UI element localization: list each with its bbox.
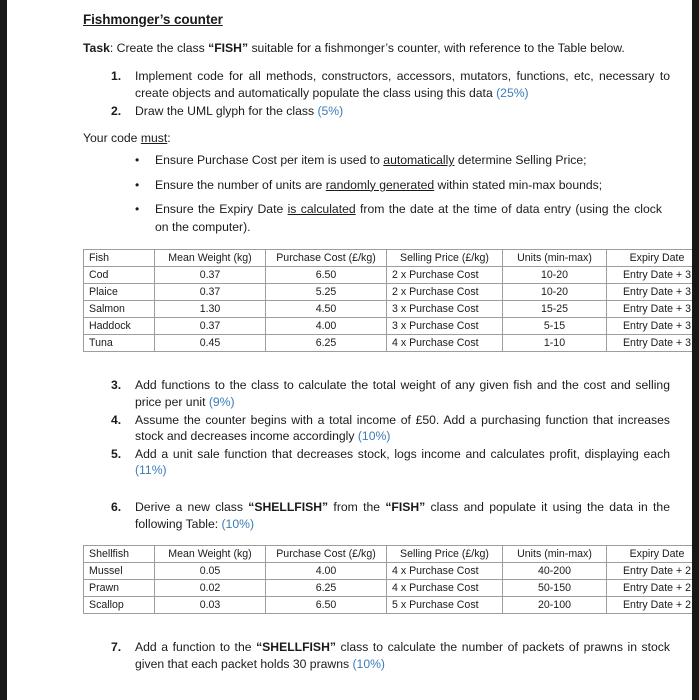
cell-selling-price: 4 x Purchase Cost [387, 563, 503, 580]
column-header: Units (min-max) [503, 546, 607, 563]
list-item [79, 152, 670, 170]
table-row [84, 284, 699, 301]
list-item-percent: (9%) [208, 394, 235, 409]
cell-selling-price: 3 x Purchase Cost [387, 301, 503, 318]
list-item-percent: (5%) [317, 103, 344, 118]
bullet-text-underlined: randomly generated [325, 177, 435, 192]
column-header: Expiry Date [607, 546, 699, 563]
column-header: Expiry Date [607, 250, 699, 267]
req6-class-shellfish: “SHELLFISH” [248, 499, 329, 514]
bullet-text-before: Ensure the number of units are [155, 177, 326, 192]
cell-units: 10-20 [503, 267, 607, 284]
requirement-six-list [79, 499, 670, 532]
spacer [79, 614, 670, 628]
list-item-text: Implement code for all methods, constructors, accessors, mutators, functions, etc, necessary to create objects and automatically populate the class using this data [135, 69, 670, 100]
cell-units: 5-15 [503, 318, 607, 335]
cell-purchase-cost: 4.50 [266, 301, 387, 318]
cell-selling-price: 3 x Purchase Cost [387, 318, 503, 335]
list-marker: 7. [111, 640, 122, 655]
requirements-list-part-1 [79, 68, 670, 119]
list-item [79, 177, 670, 195]
cell-expiry-date: Entry Date + 3 [607, 301, 699, 318]
list-item-text: Assume the counter begins with a total income of £50. Add a purchasing function that increases stock and decreases income accordingly [135, 412, 670, 444]
cell-shellfish-name: Mussel [84, 563, 155, 580]
req6-text-middle: from the [328, 499, 386, 514]
cell-mean-weight: 1.30 [155, 301, 266, 318]
table-header-row [84, 546, 699, 563]
cell-selling-price: 5 x Purchase Cost [387, 597, 503, 614]
bullet-icon: • [135, 153, 140, 168]
list-item [79, 103, 670, 120]
task-text-2: suitable for a fishmonger’s counter, with reference to the Table below. [248, 41, 625, 55]
shellfish-data-table [83, 545, 699, 614]
cell-fish-name: Cod [84, 267, 155, 284]
req7-text-after: class to calculate the number of packets of prawns in stock given that each packet holds 30 prawns [135, 640, 670, 671]
table-header-row [84, 250, 699, 267]
task-class-name: “FISH” [208, 41, 249, 55]
req6-class-fish: “FISH” [385, 499, 426, 514]
list-marker: 2. [111, 103, 122, 118]
cell-expiry-date: Entry Date + 3 [607, 335, 699, 352]
list-item [79, 68, 670, 101]
cell-expiry-date: Entry Date + 3 [607, 267, 699, 284]
task-text-1: : Create the class [109, 41, 209, 55]
cell-mean-weight: 0.03 [155, 597, 266, 614]
spacer [79, 352, 670, 366]
column-header: Selling Price (£/kg) [387, 250, 503, 267]
table-row [84, 335, 699, 352]
list-item-text: Add functions to the class to calculate the total weight of any given fish and the cost and selling price per unit [135, 378, 670, 409]
list-item-percent: (11%) [135, 463, 167, 478]
req7-text-before: Add a function to the [135, 640, 257, 655]
table-row [84, 563, 699, 580]
column-header: Purchase Cost (£/kg) [266, 250, 387, 267]
bullet-text-after: from the date at the time of data entry (using the clock on the computer). [155, 202, 662, 234]
column-header: Selling Price (£/kg) [387, 546, 503, 563]
column-header: Mean Weight (kg) [155, 250, 266, 267]
cell-expiry-date: Entry Date + 2 [607, 597, 699, 614]
requirement-seven-list [79, 639, 670, 672]
table-row [84, 318, 699, 335]
list-item [79, 499, 670, 532]
must-lead-in [83, 131, 670, 145]
cell-units: 20-100 [503, 597, 607, 614]
cell-expiry-date: Entry Date + 2 [607, 563, 699, 580]
bullet-icon: • [135, 202, 140, 217]
cell-mean-weight: 0.02 [155, 580, 266, 597]
cell-purchase-cost: 6.25 [266, 580, 387, 597]
cell-expiry-date: Entry Date + 3 [607, 284, 699, 301]
task-paragraph [83, 40, 666, 57]
column-header: Purchase Cost (£/kg) [266, 546, 387, 563]
must-lead-in-underlined: must [140, 131, 168, 146]
list-item [79, 412, 670, 445]
list-item-percent: (25%) [496, 85, 529, 100]
cell-purchase-cost: 6.25 [266, 335, 387, 352]
cell-selling-price: 4 x Purchase Cost [387, 580, 503, 597]
table-row [84, 301, 699, 318]
bullet-icon: • [135, 177, 140, 192]
cell-purchase-cost: 6.50 [266, 267, 387, 284]
task-label: Task [83, 41, 110, 55]
cell-shellfish-name: Scallop [84, 597, 155, 614]
cell-purchase-cost: 6.50 [266, 597, 387, 614]
list-item [79, 446, 670, 479]
cell-expiry-date: Entry Date + 2 [607, 580, 699, 597]
cell-mean-weight: 0.37 [155, 284, 266, 301]
list-marker: 1. [111, 69, 122, 84]
cell-selling-price: 2 x Purchase Cost [387, 284, 503, 301]
list-marker: 6. [111, 499, 122, 514]
cell-mean-weight: 0.37 [155, 267, 266, 284]
list-item-text: Add a unit sale function that decreases stock, logs income and calculates profit, displaying each [135, 446, 670, 461]
list-marker: 4. [111, 412, 122, 427]
cell-expiry-date: Entry Date + 3 [607, 318, 699, 335]
document-page [7, 0, 692, 700]
cell-shellfish-name: Prawn [84, 580, 155, 597]
list-item-text: Draw the UML glyph for the class [135, 103, 318, 118]
req6-text-after: class and populate it using the data in the following Table: [135, 499, 670, 531]
cell-units: 15-25 [503, 301, 607, 318]
cell-units: 50-150 [503, 580, 607, 597]
must-bullet-list [79, 152, 670, 236]
cell-fish-name: Plaice [84, 284, 155, 301]
cell-units: 1-10 [503, 335, 607, 352]
cell-purchase-cost: 5.25 [266, 284, 387, 301]
table-row [84, 597, 699, 614]
cell-units: 10-20 [503, 284, 607, 301]
cell-mean-weight: 0.37 [155, 318, 266, 335]
fish-data-table [83, 249, 699, 352]
cell-fish-name: Salmon [84, 301, 155, 318]
list-marker: 5. [111, 446, 122, 461]
cell-purchase-cost: 4.00 [266, 563, 387, 580]
bullet-text-after: within stated min-max bounds; [434, 177, 603, 192]
cell-fish-name: Tuna [84, 335, 155, 352]
bullet-text-before: Ensure Purchase Cost per item is used to [155, 153, 384, 168]
column-header: Fish [84, 250, 155, 267]
bullet-text-underlined: automatically [383, 153, 455, 168]
bullet-text-after: determine Selling Price; [454, 153, 587, 168]
cell-selling-price: 2 x Purchase Cost [387, 267, 503, 284]
table-row [84, 267, 699, 284]
cell-selling-price: 4 x Purchase Cost [387, 335, 503, 352]
bullet-text-underlined: is calculated [287, 202, 356, 217]
list-item-percent: (10%) [221, 516, 255, 531]
requirements-list-part-2 [79, 377, 670, 479]
list-item-percent: (10%) [357, 429, 391, 444]
req6-text-before: Derive a new class [135, 499, 249, 514]
cell-units: 40-200 [503, 563, 607, 580]
page-edge-shadow-left [0, 0, 7, 700]
list-item [79, 201, 670, 236]
cell-fish-name: Haddock [84, 318, 155, 335]
bullet-text-before: Ensure the Expiry Date [155, 202, 288, 217]
column-header: Units (min-max) [503, 250, 607, 267]
spacer [79, 480, 670, 488]
must-lead-in-after: : [167, 131, 171, 146]
table-row [84, 580, 699, 597]
cell-purchase-cost: 4.00 [266, 318, 387, 335]
req7-class-shellfish: “SHELLFISH” [256, 640, 336, 655]
cell-mean-weight: 0.45 [155, 335, 266, 352]
list-item [79, 639, 670, 672]
list-item [79, 377, 670, 410]
cell-mean-weight: 0.05 [155, 563, 266, 580]
must-lead-in-before: Your code [83, 131, 141, 146]
page-edge-shadow-right [692, 0, 699, 700]
column-header: Shellfish [84, 546, 155, 563]
page-title: Fishmonger’s counter [83, 12, 223, 27]
list-marker: 3. [111, 378, 122, 393]
column-header: Mean Weight (kg) [155, 546, 266, 563]
list-item-percent: (10%) [352, 656, 385, 671]
